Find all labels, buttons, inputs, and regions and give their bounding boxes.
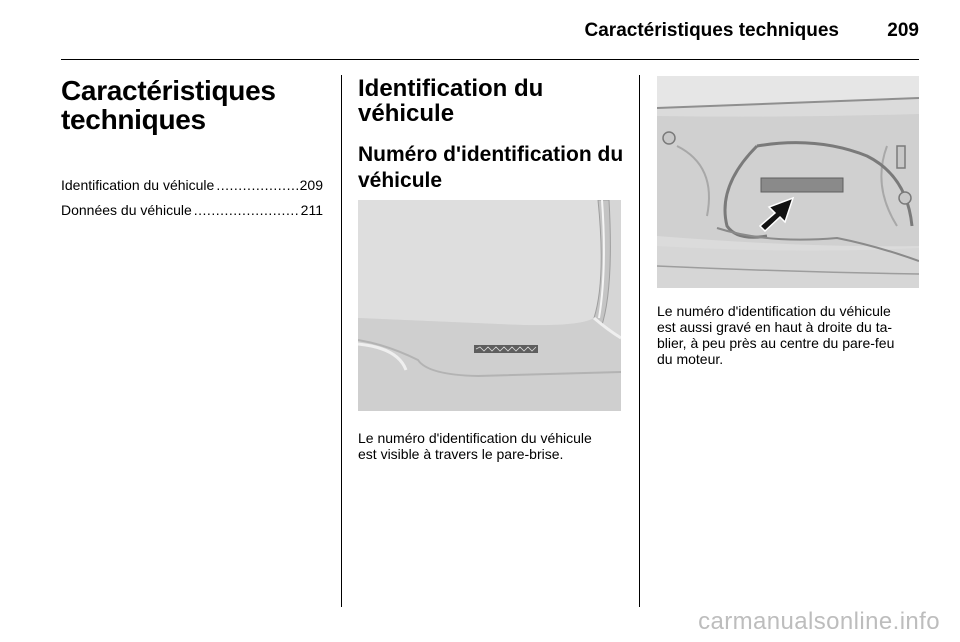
toc-leader-dots — [216, 177, 297, 193]
subsection-title-line-1: Numéro d'identification du — [358, 143, 624, 166]
toc-entry-page: 209 — [299, 177, 323, 193]
toc-entry-page: 211 — [300, 202, 323, 218]
column-divider-left — [341, 75, 342, 607]
watermark-text: carmanualsonline.info — [698, 608, 940, 635]
running-header-title: Caractéristiques techniques — [584, 20, 839, 41]
toc-entry-label: Identification du véhicule — [61, 177, 215, 193]
toc-entry[interactable] — [61, 202, 323, 227]
subsection-title — [358, 142, 628, 194]
figure2-caption-line-3: blier, à peu près au centre du pare-feu — [657, 335, 895, 351]
figure1-caption — [358, 430, 628, 462]
firewall-vin-figure — [657, 76, 919, 288]
figure2-caption-line-2: est aussi gravé en haut à droite du ta- — [657, 319, 893, 335]
chapter-title — [61, 76, 276, 134]
figure2-caption — [657, 303, 919, 367]
windshield-vin-figure — [358, 200, 621, 411]
table-of-contents — [61, 177, 323, 227]
figure1-caption-line-2: est visible à travers le pare-brise. — [358, 446, 564, 462]
toc-entry[interactable] — [61, 177, 323, 202]
toc-entry-label: Données du véhicule — [61, 202, 192, 218]
subsection-title-line-2: véhicule — [358, 169, 443, 192]
header-rule — [61, 59, 919, 60]
section-title — [358, 76, 543, 126]
windshield-illustration — [358, 200, 621, 411]
toc-leader-dots — [194, 202, 299, 218]
section-title-line-1: Identification du — [358, 75, 544, 102]
column-divider-right — [639, 75, 640, 607]
chapter-title-line-2: techniques — [61, 104, 206, 135]
firewall-illustration — [657, 76, 919, 288]
chapter-title-line-1: Caractéristiques — [61, 75, 276, 106]
figure1-caption-line-1: Le numéro d'identification du véhicule — [358, 430, 592, 446]
section-title-line-2: véhicule — [358, 100, 455, 127]
page-number: 209 — [887, 20, 919, 41]
figure2-caption-line-1: Le numéro d'identification du véhicule — [657, 303, 891, 319]
figure2-caption-line-4: du moteur. — [657, 351, 724, 367]
